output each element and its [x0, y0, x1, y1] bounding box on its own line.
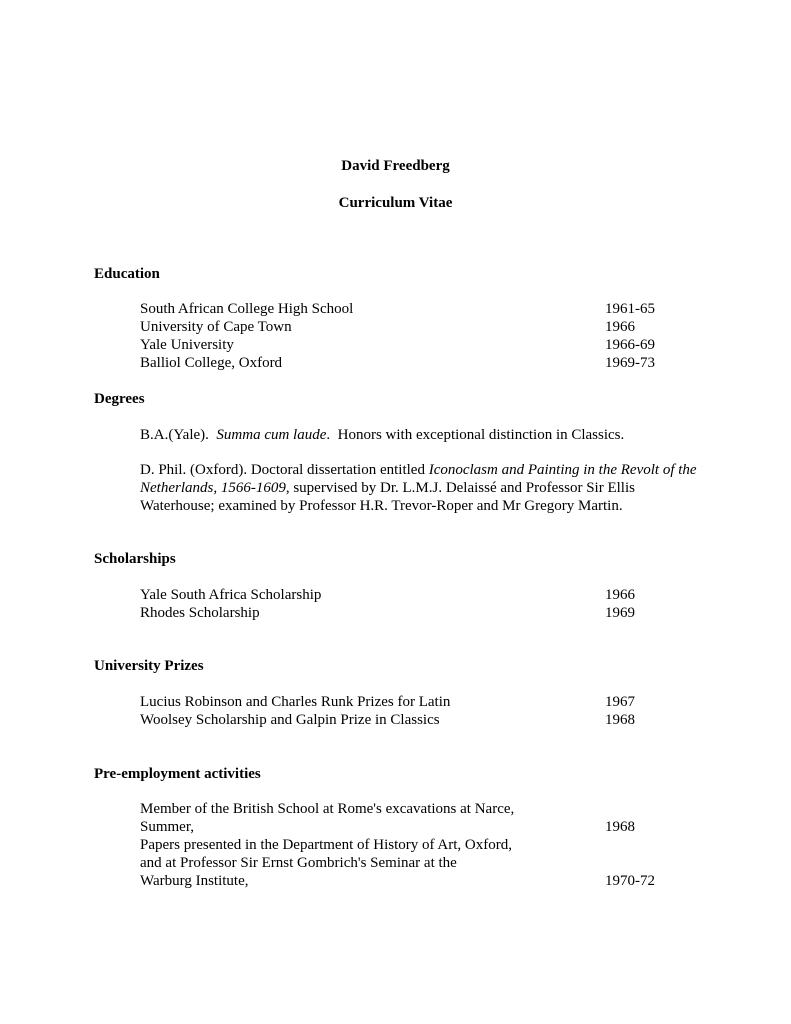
degree-dphil-suffix: , supervised by Dr. L.M.J. Delaissé and Professor Sir Ellis Waterhouse; examined by Professor H.R. Trevor-Roper and Mr Gregory Martin.: [140, 480, 635, 514]
activity-line: Papers presented in the Department of History of Art, Oxford,: [140, 837, 512, 853]
scholarship-name: Rhodes Scholarship: [140, 605, 260, 621]
author-name: David Freedberg: [341, 158, 450, 174]
scholarship-name: Yale South Africa Scholarship: [140, 587, 322, 603]
degree-ba-prefix: B.A.(Yale).: [140, 427, 217, 443]
education-institution: South African College High School: [140, 301, 354, 317]
education-years: 1969-73: [605, 355, 655, 371]
degree-ba-suffix: . Honors with exceptional distinction in Classics.: [326, 427, 625, 443]
degree-ba-honor: Summa cum laude: [216, 427, 327, 443]
section-heading-scholarships: Scholarships: [94, 551, 176, 567]
education-institution: Balliol College, Oxford: [140, 355, 283, 371]
education-years: 1961-65: [605, 301, 655, 317]
activity-line: Summer,: [140, 819, 194, 835]
education-years: 1966-69: [605, 337, 655, 353]
activity-line: Member of the British School at Rome's excavations at Narce,: [140, 801, 515, 817]
education-institution: Yale University: [140, 337, 234, 353]
education-years: 1966: [605, 319, 635, 335]
activity-year: 1970-72: [605, 873, 655, 889]
degree-dphil-prefix: D. Phil. (Oxford). Doctoral dissertation entitled: [140, 462, 429, 478]
section-heading-education: Education: [94, 266, 160, 282]
activity-line: and at Professor Sir Ernst Gombrich's Seminar at the: [140, 855, 457, 871]
section-heading-prizes: University Prizes: [94, 658, 204, 674]
degree-ba: [140, 426, 624, 444]
prize-name: Lucius Robinson and Charles Runk Prizes for Latin: [140, 694, 451, 710]
prize-name: Woolsey Scholarship and Galpin Prize in Classics: [140, 712, 440, 728]
activity-line: Warburg Institute,: [140, 873, 249, 889]
section-heading-degrees: Degrees: [94, 391, 145, 407]
prize-year: 1968: [605, 712, 635, 728]
prize-year: 1967: [605, 694, 635, 710]
document-title: Curriculum Vitae: [338, 195, 453, 211]
education-institution: University of Cape Town: [140, 319, 292, 335]
scholarship-year: 1969: [605, 605, 635, 621]
section-heading-pre-employment: Pre-employment activities: [94, 766, 261, 782]
scholarship-year: 1966: [605, 587, 635, 603]
degree-dphil: [140, 461, 705, 515]
activity-year: 1968: [605, 819, 635, 835]
dissertation-title: Iconoclasm and Painting in the Revolt of the Netherlands, 1566-1609: [140, 462, 697, 496]
